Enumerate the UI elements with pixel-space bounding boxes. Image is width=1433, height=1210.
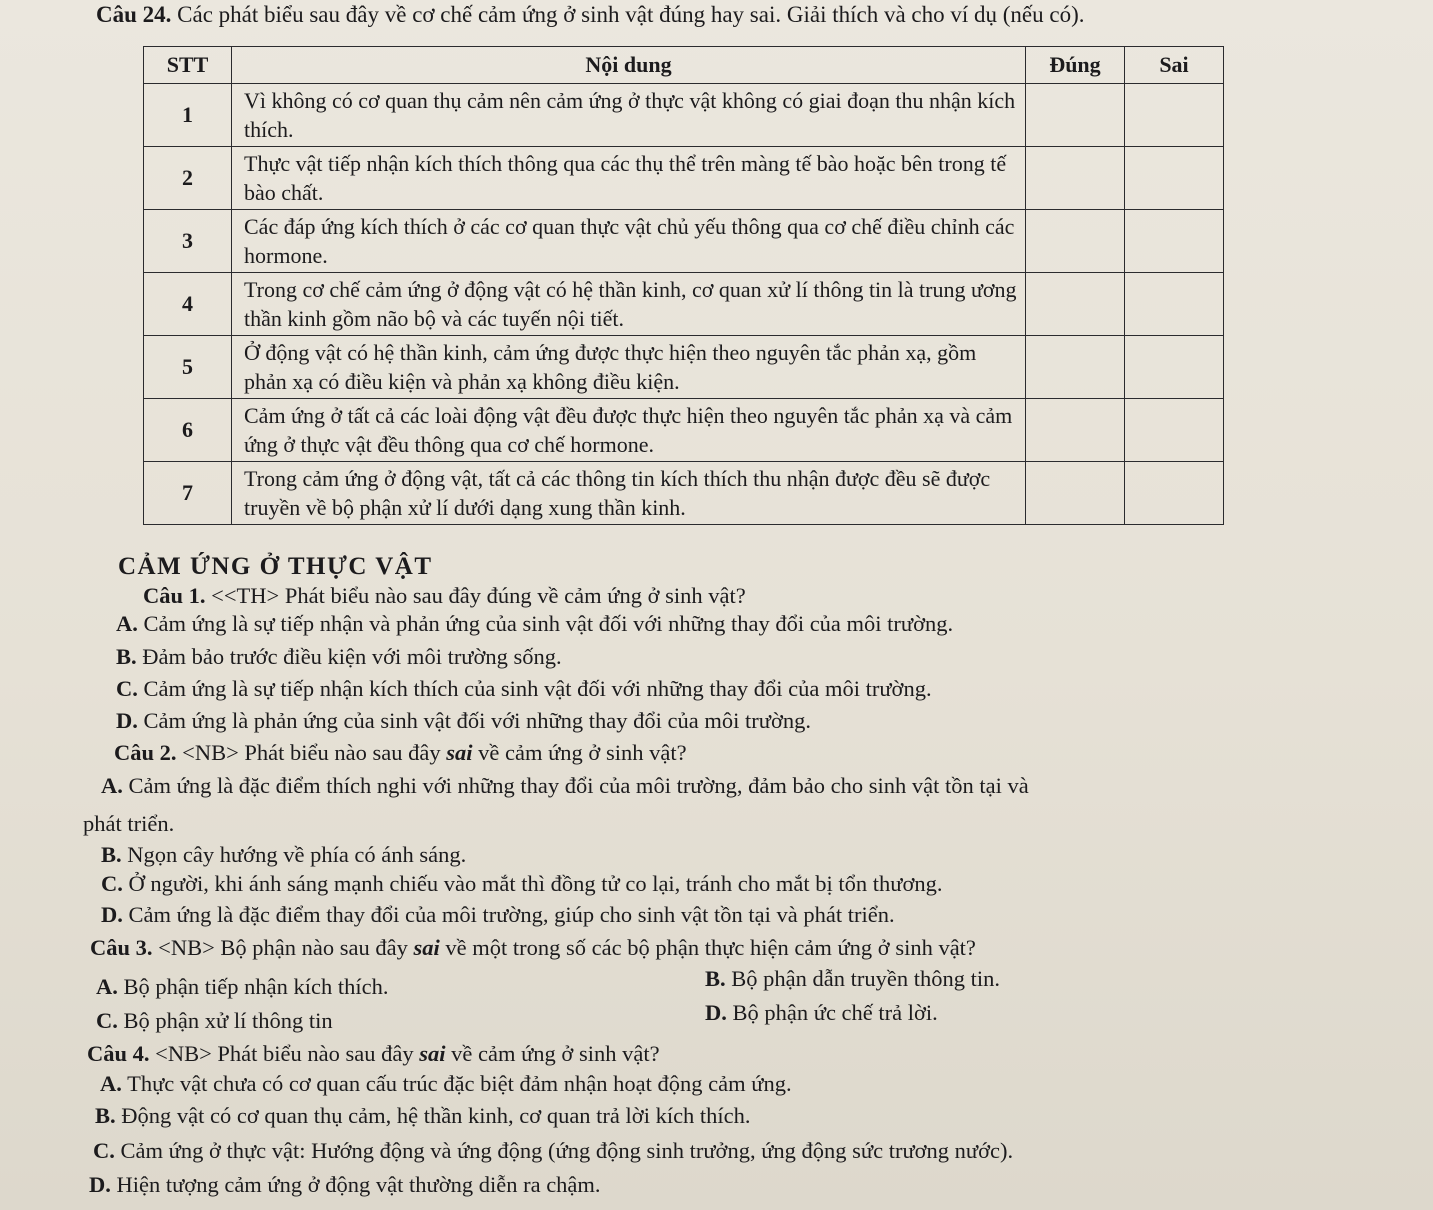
question-1-option-b[interactable]	[116, 642, 562, 672]
false-cell[interactable]	[1125, 462, 1224, 525]
true-cell[interactable]	[1026, 336, 1125, 399]
question-24-label: Câu 24.	[96, 2, 172, 27]
row-number: 4	[144, 273, 232, 336]
true-false-table	[143, 46, 1224, 525]
option-text: Đảm bảo trước điều kiện với môi trường sống.	[142, 644, 562, 669]
option-letter: D.	[101, 902, 123, 927]
option-text: phát triển.	[83, 811, 175, 836]
emphasis-sai: sai	[419, 1041, 446, 1066]
option-letter: B.	[116, 644, 137, 669]
false-cell[interactable]	[1125, 273, 1224, 336]
question-1-label: Câu 1.	[143, 583, 206, 608]
option-letter: C.	[93, 1138, 115, 1163]
header-true: Đúng	[1026, 47, 1125, 84]
question-1-text: Phát biểu nào sau đây đúng về cảm ứng ở sinh vật?	[284, 583, 746, 608]
question-4-stem	[87, 1039, 660, 1069]
false-cell[interactable]	[1125, 399, 1224, 462]
row-content: Trong cảm ứng ở động vật, tất cả các thông tin kích thích thu nhận được đều sẽ được truyền về bộ phận xử lí dưới dạng xung thần kinh.	[232, 462, 1026, 525]
question-4-text-end: về cảm ứng ở sinh vật?	[451, 1041, 660, 1066]
question-1-option-d[interactable]	[116, 706, 811, 736]
option-letter: C.	[96, 1008, 118, 1033]
question-4-label: Câu 4.	[87, 1041, 150, 1066]
question-4-option-c[interactable]	[93, 1136, 1013, 1166]
table-row	[144, 399, 1224, 462]
false-cell[interactable]	[1125, 210, 1224, 273]
section-title: CẢM ỨNG Ở THỰC VẬT	[118, 553, 433, 580]
option-text: Ngọn cây hướng về phía có ánh sáng.	[127, 842, 467, 867]
option-letter: D.	[705, 1000, 727, 1025]
option-letter: A.	[116, 611, 138, 636]
table-row	[144, 84, 1224, 147]
question-3-label: Câu 3.	[90, 935, 153, 960]
question-2-option-a-cont	[83, 809, 174, 839]
option-text: Bộ phận dẫn truyền thông tin.	[731, 966, 1000, 991]
question-3-text: Bộ phận nào sau đây	[220, 935, 408, 960]
option-text: Cảm ứng là sự tiếp nhận và phản ứng của sinh vật đối với những thay đổi của môi trường.	[143, 611, 954, 636]
option-letter: D.	[116, 708, 138, 733]
question-4-option-d[interactable]	[89, 1170, 601, 1200]
option-letter: B.	[101, 842, 122, 867]
question-2-text: Phát biểu nào sau đây	[244, 740, 441, 765]
row-number: 2	[144, 147, 232, 210]
option-letter: A.	[96, 974, 118, 999]
true-cell[interactable]	[1026, 273, 1125, 336]
question-2-option-a[interactable]	[101, 771, 1029, 801]
table-row	[144, 336, 1224, 399]
emphasis-sai: sai	[446, 740, 473, 765]
option-letter: A.	[101, 773, 123, 798]
row-content: Cảm ứng ở tất cả các loài động vật đều được thực hiện theo nguyên tắc phản xạ và cảm ứng ở thực vật đều thông qua cơ chế hormone.	[232, 399, 1026, 462]
question-2-text-end: về cảm ứng ở sinh vật?	[478, 740, 687, 765]
question-3-text-end: về một trong số các bộ phận thực hiện cảm ứng ở sinh vật?	[445, 935, 976, 960]
row-content: Vì không có cơ quan thụ cảm nên cảm ứng ở thực vật không có giai đoạn thu nhận kích thích.	[232, 84, 1026, 147]
option-text: Cảm ứng là sự tiếp nhận kích thích của sinh vật đối với những thay đổi của môi trường.	[143, 676, 932, 701]
option-text: Cảm ứng là đặc điểm thay đổi của môi trường, giúp cho sinh vật tồn tại và phát triển.	[128, 902, 895, 927]
option-text: Cảm ứng ở thực vật: Hướng động và ứng động (ứng động sinh trưởng, ứng động sức trương nước).	[120, 1138, 1014, 1163]
question-24-text: Các phát biểu sau đây về cơ chế cảm ứng ở sinh vật đúng hay sai. Giải thích và cho ví dụ (nếu có).	[177, 2, 1085, 27]
question-1-option-c[interactable]	[116, 674, 932, 704]
false-cell[interactable]	[1125, 84, 1224, 147]
question-3-option-c[interactable]	[96, 1006, 333, 1036]
option-letter: A.	[100, 1071, 122, 1096]
header-stt: STT	[144, 47, 232, 84]
true-cell[interactable]	[1026, 399, 1125, 462]
question-4-tag: <NB>	[155, 1041, 212, 1066]
option-text: Động vật có cơ quan thụ cảm, hệ thần kinh, cơ quan trả lời kích thích.	[121, 1103, 751, 1128]
option-text: Bộ phận tiếp nhận kích thích.	[123, 974, 389, 999]
question-4-option-b[interactable]	[95, 1101, 751, 1131]
option-letter: B.	[95, 1103, 116, 1128]
question-3-option-d[interactable]	[705, 998, 938, 1028]
question-2-option-b[interactable]	[101, 840, 466, 870]
question-2-stem	[114, 738, 687, 768]
option-text: Hiện tượng cảm ứng ở động vật thường diễn ra chậm.	[116, 1172, 601, 1197]
false-cell[interactable]	[1125, 147, 1224, 210]
option-text: Bộ phận xử lí thông tin	[123, 1008, 333, 1033]
false-cell[interactable]	[1125, 336, 1224, 399]
row-content: Các đáp ứng kích thích ở các cơ quan thực vật chủ yếu thông qua cơ chế điều chỉnh các hormone.	[232, 210, 1026, 273]
question-4-text: Phát biểu nào sau đây	[217, 1041, 414, 1066]
option-letter: B.	[705, 966, 726, 991]
option-text: Thực vật chưa có cơ quan cấu trúc đặc biệt đảm nhận hoạt động cảm ứng.	[127, 1071, 792, 1096]
emphasis-sai: sai	[413, 935, 440, 960]
option-text: Cảm ứng là phản ứng của sinh vật đối với những thay đổi của môi trường.	[143, 708, 811, 733]
true-cell[interactable]	[1026, 147, 1125, 210]
question-3-option-b[interactable]	[705, 964, 1000, 994]
question-3-stem	[90, 933, 976, 963]
row-number: 5	[144, 336, 232, 399]
row-number: 3	[144, 210, 232, 273]
true-cell[interactable]	[1026, 84, 1125, 147]
row-content: Thực vật tiếp nhận kích thích thông qua các thụ thể trên màng tế bào hoặc bên trong tế bào chất.	[232, 147, 1026, 210]
table-row	[144, 273, 1224, 336]
table-row	[144, 462, 1224, 525]
question-2-label: Câu 2.	[114, 740, 177, 765]
option-letter: C.	[101, 871, 123, 896]
true-cell[interactable]	[1026, 210, 1125, 273]
option-letter: C.	[116, 676, 138, 701]
question-4-option-a[interactable]	[100, 1069, 792, 1099]
question-2-option-c[interactable]	[101, 869, 943, 899]
header-false: Sai	[1125, 47, 1224, 84]
row-content: Ở động vật có hệ thần kinh, cảm ứng được thực hiện theo nguyên tắc phản xạ, gồm phản xạ có điều kiện và phản xạ không điều kiện.	[232, 336, 1026, 399]
table-row	[144, 210, 1224, 273]
table-header-row	[144, 47, 1224, 84]
question-2-tag: <NB>	[182, 740, 239, 765]
row-number: 6	[144, 399, 232, 462]
row-number: 1	[144, 84, 232, 147]
true-cell[interactable]	[1026, 462, 1125, 525]
question-2-option-d[interactable]	[101, 900, 895, 930]
row-content: Trong cơ chế cảm ứng ở động vật có hệ thần kinh, cơ quan xử lí thông tin là trung ương thần kinh gồm não bộ và các tuyến nội tiết.	[232, 273, 1026, 336]
question-24-intro	[96, 0, 1426, 30]
question-1-option-a[interactable]	[116, 609, 953, 639]
option-letter: D.	[89, 1172, 111, 1197]
option-text: Ở người, khi ánh sáng mạnh chiếu vào mắt thì đồng tử co lại, tránh cho mắt bị tổn thương.	[128, 871, 943, 896]
header-content: Nội dung	[232, 47, 1026, 84]
question-1-stem	[143, 581, 746, 611]
question-3-tag: <NB>	[158, 935, 215, 960]
row-number: 7	[144, 462, 232, 525]
option-text: Bộ phận ức chế trả lời.	[732, 1000, 938, 1025]
table-row	[144, 147, 1224, 210]
question-1-tag: <<TH>	[211, 583, 280, 608]
question-3-option-a[interactable]	[96, 972, 388, 1002]
option-text: Cảm ứng là đặc điểm thích nghi với những thay đổi của môi trường, đảm bảo cho sinh vật tồn tại và	[128, 773, 1029, 798]
